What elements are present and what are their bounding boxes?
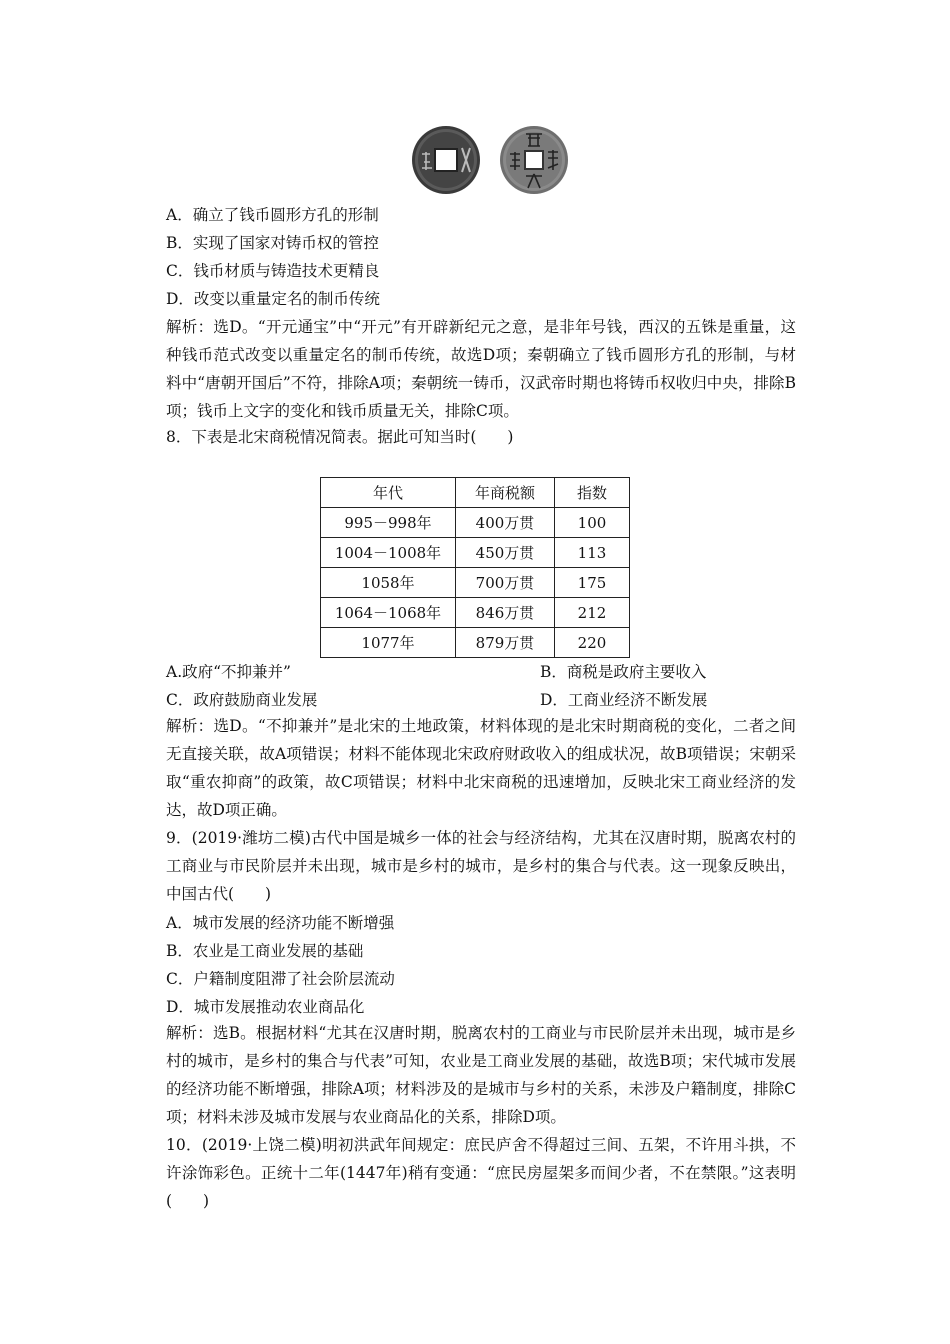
- commerce-tax-table: [320, 477, 630, 658]
- table-cell: 400万贯: [456, 508, 555, 538]
- table-cell: 175: [555, 568, 630, 598]
- table-row: [321, 568, 630, 598]
- q9-option-b: B．农业是工商业发展的基础: [166, 942, 364, 960]
- table-cell: 995－998年: [321, 508, 456, 538]
- table-header-cell: 指数: [555, 478, 630, 508]
- q8-option-a: A.政府“不抑兼并”: [166, 663, 291, 681]
- q9-option-c: C．户籍制度阻滞了社会阶层流动: [166, 970, 395, 988]
- table-row: [321, 538, 630, 568]
- table-cell: 700万贯: [456, 568, 555, 598]
- table-row: [321, 628, 630, 658]
- kaiyuan-tongbao-coin-image: [500, 126, 568, 194]
- table-cell: 1077年: [321, 628, 456, 658]
- table-cell: 212: [555, 598, 630, 628]
- q7-option-c: C．钱币材质与铸造技术更精良: [166, 262, 380, 280]
- table-cell: 879万贯: [456, 628, 555, 658]
- table-cell: 1058年: [321, 568, 456, 598]
- table-cell: 220: [555, 628, 630, 658]
- q8-option-b: B．商税是政府主要收入: [540, 663, 707, 681]
- table-cell: 1064－1068年: [321, 598, 456, 628]
- table-cell: 846万贯: [456, 598, 555, 628]
- table-header-cell: 年商税额: [456, 478, 555, 508]
- table-cell: 1004－1008年: [321, 538, 456, 568]
- q7-option-a: A．确立了钱币圆形方孔的形制: [166, 206, 379, 224]
- q9-analysis: 解析：选B。根据材料“尤其在汉唐时期，脱离农村的工商业与市民阶层并未出现，城市是乡村的城市，是乡村的集合与代表”可知，农业是工商业发展的基础，故选B项；宋代城市发展的经济功能不断增强，排除A项；材料涉及的是城市与乡村的关系，未涉及户籍制度，排除C项；材料未涉及城市发展与农业商品化的关系，排除D项。: [166, 1024, 796, 1126]
- coin-images: [410, 124, 580, 196]
- q8-stem: 8．下表是北宋商税情况简表。据此可知当时( ): [166, 428, 514, 446]
- table-cell: 450万贯: [456, 538, 555, 568]
- q8-analysis: 解析：选D。“不抑兼并”是北宋的土地政策，材料体现的是北宋时期商税的变化，二者之间无直接关联，故A项错误；材料不能体现北宋政府财政收入的组成状况，故B项错误；宋朝采取“重农抑商”的政策，故C项错误；材料中北宋商税的迅速增加，反映北宋工商业经济的发达，故D项正确。: [166, 717, 796, 819]
- q9-stem: 9．(2019·潍坊二模)古代中国是城乡一体的社会与经济结构，尤其在汉唐时期，脱离农村的工商业与市民阶层并未出现，城市是乡村的城市，是乡村的集合与代表。这一现象反映出，中国古代( ): [166, 829, 796, 903]
- q9-option-a: A．城市发展的经济功能不断增强: [166, 914, 395, 932]
- table-row: [321, 508, 630, 538]
- wuzhu-coin-image: [412, 126, 480, 194]
- table-header-row: [321, 478, 630, 508]
- q9-option-d: D．城市发展推动农业商品化: [166, 998, 365, 1016]
- table-row: [321, 598, 630, 628]
- q8-option-d: D．工商业经济不断发展: [540, 691, 708, 709]
- q7-option-d: D．改变以重量定名的制币传统: [166, 290, 380, 308]
- table-cell: 100: [555, 508, 630, 538]
- table-cell: 113: [555, 538, 630, 568]
- q7-option-b: B．实现了国家对铸币权的管控: [166, 234, 379, 252]
- q10-stem: 10．(2019·上饶二模)明初洪武年间规定：庶民庐舍不得超过三间、五架，不许用斗拱，不许涂饰彩色。正统十二年(1447年)稍有变通：“庶民房屋架多而间少者，不在禁限。”这表明( ): [166, 1136, 796, 1210]
- q8-option-c: C．政府鼓励商业发展: [166, 691, 318, 709]
- table-header-cell: 年代: [321, 478, 456, 508]
- q7-analysis: 解析：选D。“开元通宝”中“开元”有开辟新纪元之意，是非年号钱，西汉的五铢是重量，这种钱币范式改变以重量定名的制币传统，故选D项；秦朝确立了钱币圆形方孔的形制，与材料中“唐朝开国后”不符，排除A项；秦朝统一铸币，汉武帝时期也将铸币权收归中央，排除B项；钱币上文字的变化和钱币质量无关，排除C项。: [166, 318, 796, 420]
